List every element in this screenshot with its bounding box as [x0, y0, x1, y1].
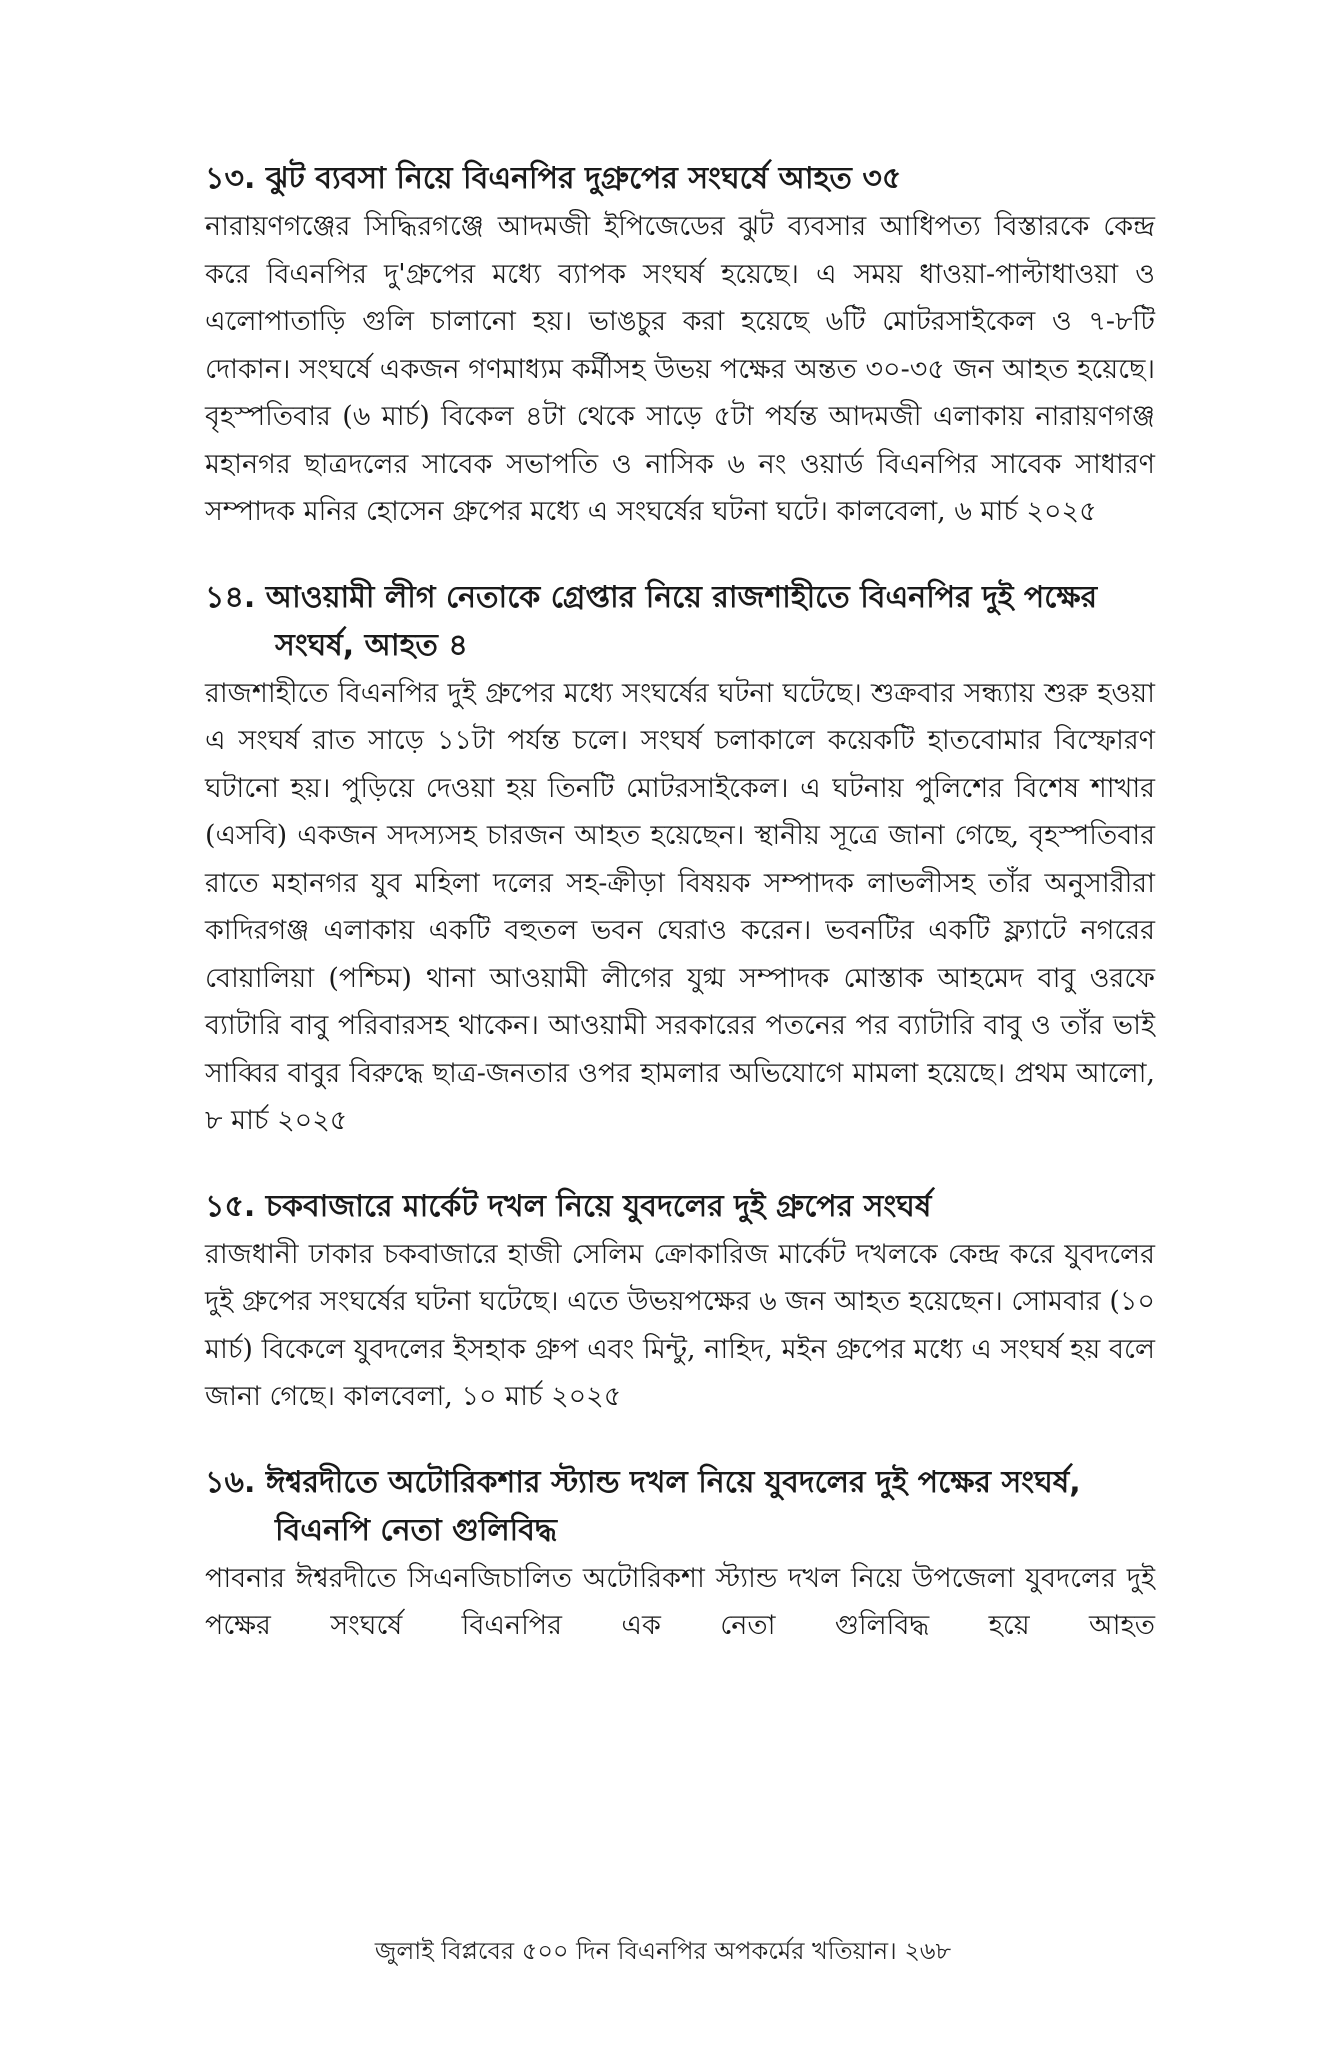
- entry-title: ঈশ্বরদীতে অটোরিকশার স্ট্যান্ড দখল নিয়ে যুবদলের দুই পক্ষের সংঘর্ষ, বিএনপি নেতা গুলিবিদ্ধ: [265, 1464, 1081, 1548]
- entry-16: [205, 1459, 1155, 1650]
- entry-number: ১৫.: [205, 1188, 256, 1224]
- entry-body: পাবনার ঈশ্বরদীতে সিএনজিচালিত অটোরিকশা স্ট্যান্ড দখল নিয়ে উপজেলা যুবদলের দুই পক্ষের সংঘর্ষে বিএনপির এক নেতা গুলিবিদ্ধ হয়ে আহত: [205, 1562, 1155, 1641]
- entry-body: নারায়ণগঞ্জের সিদ্ধিরগঞ্জে আদমজী ইপিজেডের ঝুট ব্যবসার আধিপত্য বিস্তারকে কেন্দ্র করে বিএনপির দু'গ্রুপের মধ্যে ব্যাপক সংঘর্ষ হয়েছে। এ সময় ধাওয়া-পাল্টাধাওয়া ও এলোপাতাড়ি গুলি চালানো হয়। ভাঙচুর করা হয়েছে ৬টি মোটরসাইকেল ও ৭-৮টি দোকান। সংঘর্ষে একজন গণমাধ্যম কর্মীসহ উভয় পক্ষের অন্তত ৩০-৩৫ জন আহত হয়েছে।বৃহস্পতিবার (৬ মার্চ) বিকেল ৪টা থেকে সাড়ে ৫টা পর্যন্ত আদমজী এলাকায় নারায়ণগঞ্জ মহানগর ছাত্রদলের সাবেক সভাপতি ও নাসিক ৬ নং ওয়ার্ড বিএনপির সাবেক সাধারণ সম্পাদক মনির হোসেন গ্রুপের মধ্যে এ সংঘর্ষের ঘটনা ঘটে। কালবেলা, ৬ মার্চ ২০২৫: [205, 211, 1155, 527]
- entry-body: রাজশাহীতে বিএনপির দুই গ্রুপের মধ্যে সংঘর্ষের ঘটনা ঘটেছে। শুক্রবার সন্ধ্যায় শুরু হওয়া এ সংঘর্ষ রাত সাড়ে ১১টা পর্যন্ত চলে। সংঘর্ষ চলাকালে কয়েকটি হাতবোমার বিস্ফোরণ ঘটানো হয়। পুড়িয়ে দেওয়া হয় তিনটি মোটরসাইকেল। এ ঘটনায় পুলিশের বিশেষ শাখার (এসবি) একজন সদস্যসহ চারজন আহত হয়েছেন। স্থানীয় সূত্রে জানা গেছে, বৃহস্পতিবার রাতে মহানগর যুব মহিলা দলের সহ-ক্রীড়া বিষয়ক সম্পাদক লাভলীসহ তাঁর অনুসারীরা কাদিরগঞ্জ এলাকায় একটি বহুতল ভবন ঘেরাও করেন। ভবনটির একটি ফ্ল্যাটে নগরের বোয়ালিয়া (পশ্চিম) থানা আওয়ামী লীগের যুগ্ম সম্পাদক মোস্তাক আহমেদ বাবু ওরফে ব্যাটারি বাবু পরিবারসহ থাকেন। আওয়ামী সরকারের পতনের পর ব্যাটারি বাবু ও তাঁর ভাই সাব্বির বাবুর বিরুদ্ধে ছাত্র-জনতার ওপর হামলার অভিযোগে মামলা হয়েছে। প্রথম আলো, ৮ মার্চ ২০২৫: [205, 677, 1155, 1136]
- entry-heading: [205, 155, 1155, 203]
- entry-title: চকবাজারে মার্কেট দখল নিয়ে যুবদলের দুই গ্রুপের সংঘর্ষ: [265, 1188, 932, 1224]
- page-content: [205, 155, 1155, 1688]
- entry-title: আওয়ামী লীগ নেতাকে গ্রেপ্তার নিয়ে রাজশাহীতে বিএনপির দুই পক্ষের সংঘর্ষ, আহত ৪: [265, 579, 1098, 663]
- entry-15: [205, 1183, 1155, 1421]
- entry-heading: [205, 1459, 1155, 1555]
- entry-14: [205, 574, 1155, 1145]
- entry-title: ঝুট ব্যবসা নিয়ে বিএনপির দুগ্রুপের সংঘর্ষে আহত ৩৫: [265, 161, 902, 196]
- entry-number: ১৬.: [205, 1464, 256, 1500]
- entry-13: [205, 155, 1155, 536]
- entry-number: ১৪.: [205, 579, 256, 615]
- entry-number: ১৩.: [205, 161, 256, 196]
- entry-heading: [205, 1183, 1155, 1231]
- entry-body: রাজধানী ঢাকার চকবাজারে হাজী সেলিম ক্রোকারিজ মার্কেট দখলকে কেন্দ্র করে যুবদলের দুই গ্রুপের সংঘর্ষের ঘটনা ঘটেছে। এতে উভয়পক্ষের ৬ জন আহত হয়েছেন। সোমবার (১০ মার্চ) বিকেলে যুবদলের ইসহাক গ্রুপ এবং মিন্টু, নাহিদ, মইন গ্রুপের মধ্যে এ সংঘর্ষ হয় বলে জানা গেছে। কালবেলা, ১০ মার্চ ২০২৫: [205, 1238, 1155, 1412]
- page-footer: জুলাই বিপ্লবের ৫০০ দিন বিএনপির অপকর্মের খতিয়ান। ২৬৮: [374, 1937, 952, 1965]
- entry-heading: [205, 574, 1155, 670]
